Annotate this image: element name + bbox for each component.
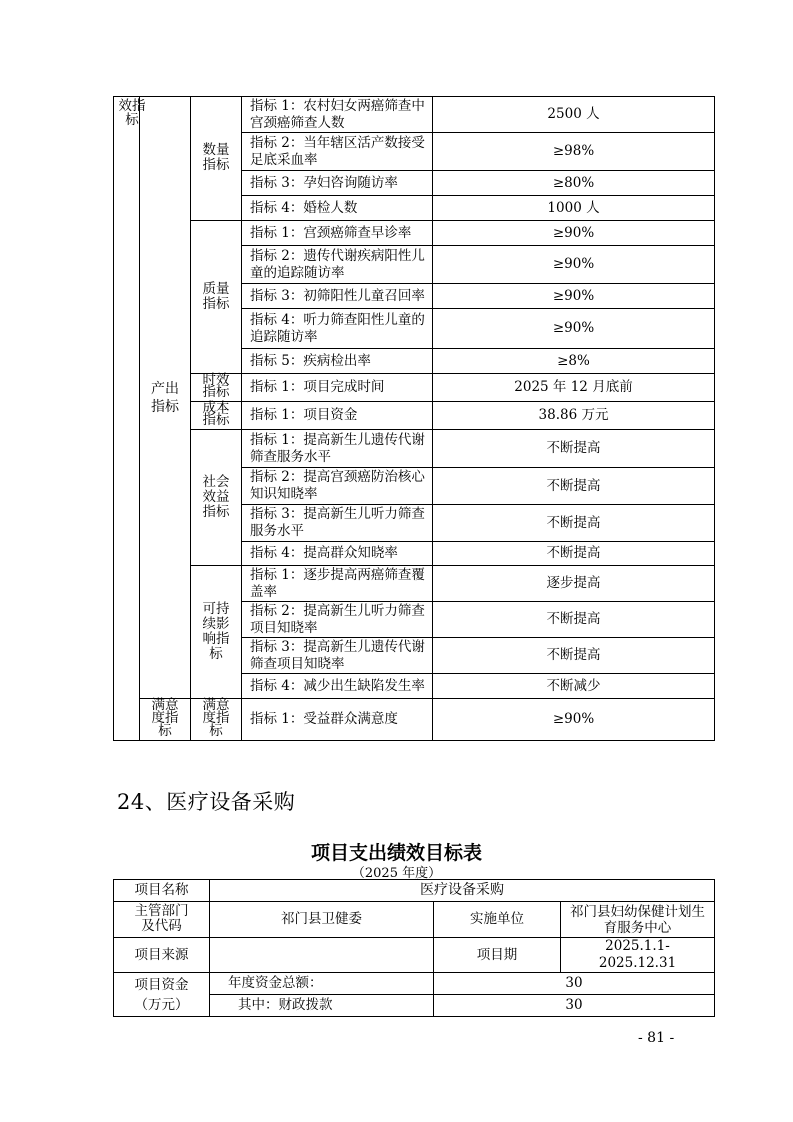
table-title: 项目支出绩效目标表 xyxy=(310,842,482,864)
indicator-cell: 指标 4：减少出生缺陷发生率 xyxy=(242,674,433,699)
indicator-value: ≥90% xyxy=(433,309,715,349)
indicator-cell: 指标 4：提高群众知晓率 xyxy=(242,542,433,566)
indicator-value: ≥90% xyxy=(433,221,715,246)
indicator-value: 不断提高 xyxy=(433,468,715,505)
cost-indicator-group: 成本指标 xyxy=(191,402,242,430)
quality-indicator-group: 质量指标 xyxy=(191,221,242,374)
implementing-unit-value: 祁门县妇幼保健计划生育服务中心 xyxy=(561,902,715,938)
indicator-value: ≥8% xyxy=(433,349,715,374)
indicator-cell: 指标 2：当年辖区活产数接受足底采血率 xyxy=(242,133,433,171)
indicator-value: 2500 人 xyxy=(433,97,715,133)
indicator-value: 1000 人 xyxy=(433,196,715,221)
quantity-indicator-group: 数量指标 xyxy=(191,97,242,221)
indicator-value: 不断减少 xyxy=(433,674,715,699)
project-info-table xyxy=(113,879,715,1017)
annual-total-label: 年度资金总额： xyxy=(210,973,434,995)
project-period-label: 项目期 xyxy=(434,938,561,973)
indicator-cell: 指标 1：项目完成时间 xyxy=(242,374,433,402)
indicator-cell: 指标 1：农村妇女两癌筛查中宫颈癌筛查人数 xyxy=(242,97,433,133)
indicator-value: 逐步提高 xyxy=(433,566,715,602)
indicator-cell: 指标 1：受益群众满意度 xyxy=(242,699,433,741)
indicator-cell: 指标 2：提高宫颈癌防治核心知识知晓率 xyxy=(242,468,433,505)
indicator-cell: 指标 3：提高新生儿听力筛查服务水平 xyxy=(242,505,433,542)
sustainable-impact-indicator-group: 可持续影响指标 xyxy=(191,566,242,699)
indicator-cell: 指标 4：听力筛查阳性儿童的追踪随访率 xyxy=(242,309,433,349)
indicator-cell: 指标 1：提高新生儿遗传代谢筛查服务水平 xyxy=(242,430,433,468)
indicator-value: ≥80% xyxy=(433,171,715,196)
project-source-label: 项目来源 xyxy=(114,938,210,973)
indicator-value: 不断提高 xyxy=(433,505,715,542)
indicator-value: 不断提高 xyxy=(433,638,715,674)
indicator-cell: 指标 5：疾病检出率 xyxy=(242,349,433,374)
indicator-cell: 指标 1：逐步提高两癌筛查覆盖率 xyxy=(242,566,433,602)
indicator-cell: 指标 3：提高新生儿遗传代谢筛查项目知晓率 xyxy=(242,638,433,674)
project-name-value: 医疗设备采购 xyxy=(210,880,715,902)
indicator-value: ≥90% xyxy=(433,246,715,284)
timeliness-indicator-group: 时效指标 xyxy=(191,374,242,402)
section-heading: 24、医疗设备采购 xyxy=(117,790,296,814)
project-name-label: 项目名称 xyxy=(114,880,210,902)
project-source-value xyxy=(210,938,434,973)
page-number: - 81 - xyxy=(638,1030,675,1046)
indicator-value: 不断提高 xyxy=(433,542,715,566)
department-value: 祁门县卫健委 xyxy=(210,902,434,938)
indicator-value: 2025 年 12 月底前 xyxy=(433,374,715,402)
annual-total-value: 30 xyxy=(434,973,715,995)
indicator-value: 不断提高 xyxy=(433,602,715,638)
performance-indicator-table xyxy=(113,96,715,741)
fiscal-allocation-value: 30 xyxy=(434,995,715,1017)
satisfaction-indicator-group: 满意度指标 xyxy=(191,699,242,741)
project-funds-label: 项目资金（万元） xyxy=(114,973,210,1017)
indicator-cell: 指标 1：项目资金 xyxy=(242,402,433,430)
level1-category-cell: 效指标 xyxy=(114,97,140,741)
indicator-value: 38.86 万元 xyxy=(433,402,715,430)
indicator-cell: 指标 1：宫颈癌筛查早诊率 xyxy=(242,221,433,246)
indicator-value: ≥90% xyxy=(433,699,715,741)
indicator-cell: 指标 3：孕妇咨询随访率 xyxy=(242,171,433,196)
indicator-cell: 指标 3：初筛阳性儿童召回率 xyxy=(242,284,433,309)
fiscal-allocation-label: 其中：财政拨款 xyxy=(210,995,434,1017)
table-year: （2025 年度） xyxy=(351,866,442,881)
indicator-value: ≥90% xyxy=(433,284,715,309)
output-indicator-category: 产出指标 xyxy=(140,97,191,699)
implementing-unit-label: 实施单位 xyxy=(434,902,561,938)
indicator-cell: 指标 4：婚检人数 xyxy=(242,196,433,221)
indicator-value: 不断提高 xyxy=(433,430,715,468)
social-benefit-indicator-group: 社会效益指标 xyxy=(191,430,242,566)
indicator-value: ≥98% xyxy=(433,133,715,171)
department-label: 主管部门及代码 xyxy=(114,902,210,938)
project-period-value: 2025.1.1-2025.12.31 xyxy=(561,938,715,973)
indicator-cell: 指标 2：提高新生儿听力筛查项目知晓率 xyxy=(242,602,433,638)
satisfaction-indicator-category: 满意度指标 xyxy=(140,699,191,741)
indicator-cell: 指标 2：遗传代谢疾病阳性儿童的追踪随访率 xyxy=(242,246,433,284)
